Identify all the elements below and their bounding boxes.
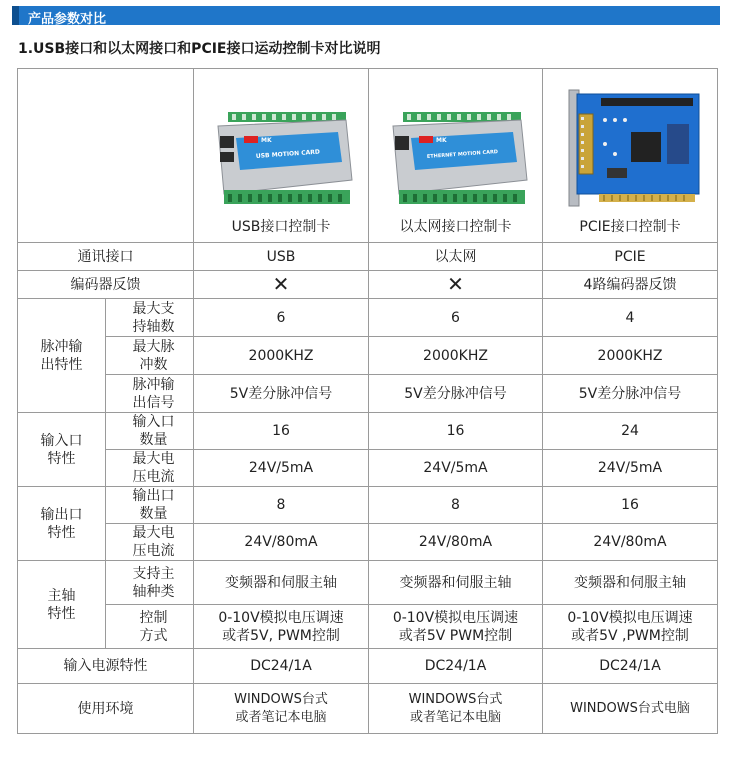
ethernet-product-cell — [369, 69, 543, 243]
env-value-pcie: WINDOWS台式电脑 — [543, 684, 718, 734]
pulse-rate-pcie: 2000KHZ — [543, 337, 718, 375]
usb-card-image — [206, 102, 356, 214]
output-count-ethernet: 8 — [369, 487, 543, 524]
ethernet-product-name: 以太网接口控制卡 — [399, 219, 512, 235]
output-row-count — [18, 487, 718, 524]
encoder-value-usb — [194, 271, 369, 299]
pulse-rate-usb: 2000KHZ — [194, 337, 369, 375]
env-row — [18, 684, 718, 734]
env-label: 使用环境 — [18, 684, 194, 734]
pulse-group-label: 脉冲输 出特性 — [18, 299, 106, 413]
spindle-type-label: 支持主 轴种类 — [106, 561, 194, 605]
blank-corner-cell — [18, 69, 194, 243]
spindle-control-pcie: 0-10V模拟电压调速 或者5V ,PWM控制 — [543, 605, 718, 649]
output-row-rating — [18, 524, 718, 561]
power-value-usb: DC24/1A — [194, 649, 369, 684]
spindle-type-pcie: 变频器和伺服主轴 — [543, 561, 718, 605]
output-group-label: 输出口 特性 — [18, 487, 106, 561]
output-count-label: 输出口 数量 — [106, 487, 194, 524]
output-rating-ethernet: 24V/80mA — [369, 524, 543, 561]
input-count-ethernet: 16 — [369, 413, 543, 450]
comm-label: 通讯接口 — [18, 243, 194, 271]
pulse-row-signal — [18, 375, 718, 413]
header-accent — [12, 6, 19, 25]
output-count-pcie: 16 — [543, 487, 718, 524]
pulse-signal-label: 脉冲输 出信号 — [106, 375, 194, 413]
output-count-usb: 8 — [194, 487, 369, 524]
section-title: 产品参数对比 — [28, 12, 107, 27]
pulse-row-axes — [18, 299, 718, 337]
input-rating-ethernet: 24V/5mA — [369, 450, 543, 487]
pulse-axes-ethernet: 6 — [369, 299, 543, 337]
pulse-signal-usb: 5V差分脉冲信号 — [194, 375, 369, 413]
output-rating-label: 最大电 压电流 — [106, 524, 194, 561]
cross-icon: ✕ — [272, 271, 290, 296]
usb-card-brand-mark: MK — [261, 137, 272, 144]
spindle-row-control — [18, 605, 718, 649]
comm-value-usb: USB — [194, 243, 369, 271]
pulse-rate-ethernet: 2000KHZ — [369, 337, 543, 375]
encoder-label: 编码器反馈 — [18, 271, 194, 299]
output-rating-pcie: 24V/80mA — [543, 524, 718, 561]
power-label: 输入电源特性 — [18, 649, 194, 684]
input-count-pcie: 24 — [543, 413, 718, 450]
pulse-axes-usb: 6 — [194, 299, 369, 337]
input-rating-label: 最大电 压电流 — [106, 450, 194, 487]
power-row — [18, 649, 718, 684]
input-row-rating — [18, 450, 718, 487]
spindle-row-type — [18, 561, 718, 605]
output-rating-usb: 24V/80mA — [194, 524, 369, 561]
comm-value-ethernet: 以太网 — [369, 243, 543, 271]
power-value-ethernet: DC24/1A — [369, 649, 543, 684]
comm-row — [18, 243, 718, 271]
usb-product-name: USB接口控制卡 — [231, 219, 331, 235]
spindle-control-label: 控制 方式 — [106, 605, 194, 649]
spindle-type-ethernet: 变频器和伺服主轴 — [369, 561, 543, 605]
input-group-label: 输入口 特性 — [18, 413, 106, 487]
pulse-axes-pcie: 4 — [543, 299, 718, 337]
product-image-row — [18, 69, 718, 243]
input-rating-usb: 24V/5mA — [194, 450, 369, 487]
env-value-usb: WINDOWS台式 或者笔记本电脑 — [194, 684, 369, 734]
ethernet-card-image — [381, 102, 531, 214]
comparison-subtitle: 1.USB接口和以太网接口和PCIE接口运动控制卡对比说明 — [18, 41, 381, 57]
spindle-control-ethernet: 0-10V模拟电压调速 或者5V PWM控制 — [369, 605, 543, 649]
comparison-table — [17, 68, 718, 734]
power-value-pcie: DC24/1A — [543, 649, 718, 684]
spindle-type-usb: 变频器和伺服主轴 — [194, 561, 369, 605]
ethernet-card-label-text: ETHERNET MOTION CARD — [426, 149, 498, 160]
spindle-control-usb: 0-10V模拟电压调速 或者5V, PWM控制 — [194, 605, 369, 649]
section-header-bar — [12, 6, 720, 25]
pcie-card-image — [555, 84, 705, 214]
pulse-axes-label: 最大支 持轴数 — [106, 299, 194, 337]
pulse-row-rate — [18, 337, 718, 375]
input-count-usb: 16 — [194, 413, 369, 450]
usb-product-cell — [194, 69, 369, 243]
input-count-label: 输入口 数量 — [106, 413, 194, 450]
cross-icon: ✕ — [447, 271, 464, 296]
spindle-group-label: 主轴 特性 — [18, 561, 106, 649]
pulse-rate-label: 最大脉 冲数 — [106, 337, 194, 375]
encoder-value-pcie: 4路编码器反馈 — [543, 271, 718, 299]
pcie-product-name: PCIE接口控制卡 — [579, 219, 681, 235]
encoder-value-ethernet — [369, 271, 543, 299]
ethernet-card-brand-mark: MK — [435, 137, 447, 144]
env-value-ethernet: WINDOWS台式 或者笔记本电脑 — [369, 684, 543, 734]
input-rating-pcie: 24V/5mA — [543, 450, 718, 487]
input-row-count — [18, 413, 718, 450]
encoder-row — [18, 271, 718, 299]
pulse-signal-pcie: 5V差分脉冲信号 — [543, 375, 718, 413]
comm-value-pcie: PCIE — [543, 243, 718, 271]
usb-card-label-text: USB MOTION CARD — [255, 148, 321, 160]
pcie-product-cell — [543, 69, 718, 243]
pulse-signal-ethernet: 5V差分脉冲信号 — [369, 375, 543, 413]
